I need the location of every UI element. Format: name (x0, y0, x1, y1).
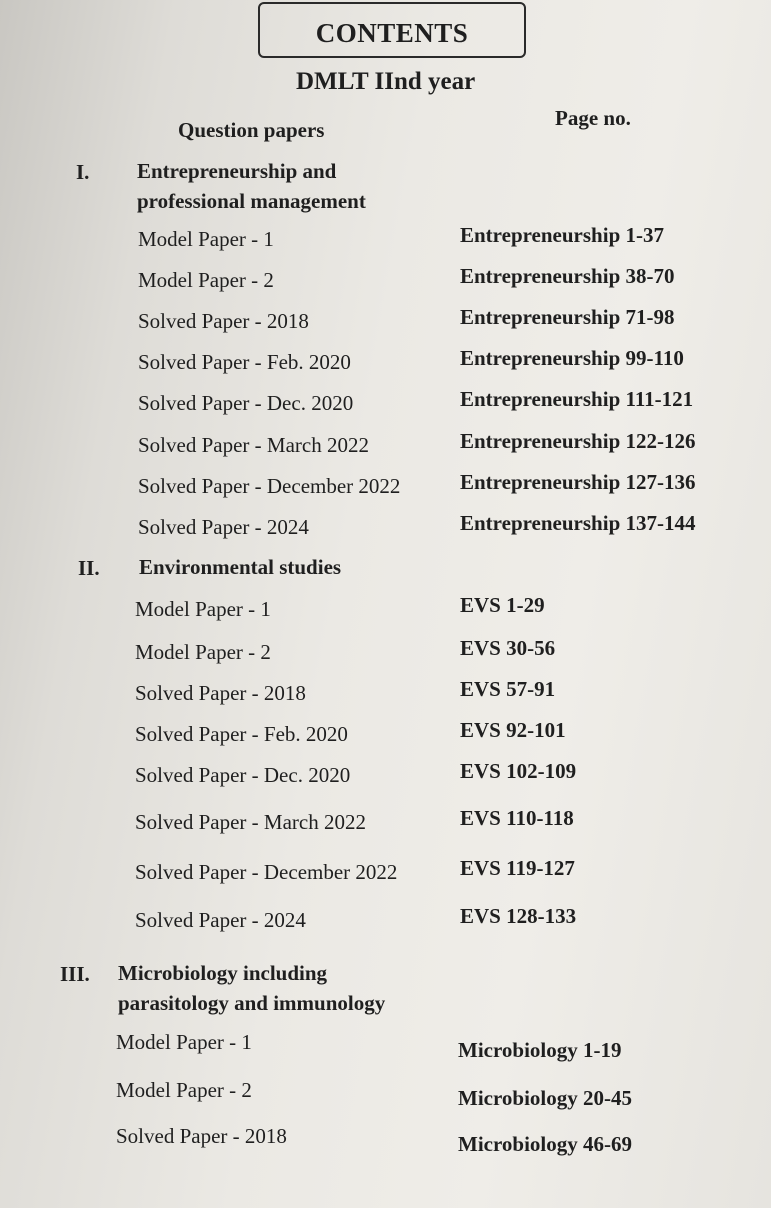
section-number: III. (60, 962, 90, 986)
paper-label: Model Paper - 1 (116, 1030, 252, 1054)
section-title (139, 552, 341, 582)
paper-label: Solved Paper - 2018 (138, 309, 309, 333)
paper-label: Model Paper - 2 (116, 1078, 252, 1102)
page-range: Entrepreneurship 127-136 (460, 470, 696, 494)
page-range: EVS 102-109 (460, 759, 577, 783)
page-range: Microbiology 20-45 (458, 1086, 633, 1110)
page-range: Entrepreneurship 111-121 (460, 387, 694, 411)
page-range: Microbiology 46-69 (458, 1132, 633, 1156)
paper-label: Model Paper - 2 (138, 268, 274, 292)
paper-label: Solved Paper - December 2022 (138, 474, 401, 498)
page-range: Entrepreneurship 122-126 (460, 429, 696, 453)
page-range: EVS 30-56 (460, 636, 556, 660)
column-header-question-papers: Question papers (178, 118, 325, 142)
page-range: EVS 57-91 (460, 677, 556, 701)
section-title (137, 156, 366, 216)
page-range: Entrepreneurship 38-70 (460, 264, 675, 288)
page-range: Microbiology 1-19 (458, 1038, 622, 1062)
section-title (118, 958, 385, 1018)
paper-label: Solved Paper - 2018 (116, 1124, 287, 1148)
section-title-line: professional management (137, 189, 366, 213)
paper-label: Model Paper - 1 (138, 227, 274, 251)
page-range: EVS 128-133 (460, 904, 577, 928)
page-range: EVS 1-29 (460, 593, 545, 617)
page-range: EVS 119-127 (460, 856, 575, 880)
document-subtitle: DMLT IInd year (296, 68, 476, 95)
contents-heading: CONTENTS (315, 18, 469, 48)
paper-label: Solved Paper - Dec. 2020 (138, 391, 354, 415)
paper-label: Solved Paper - Feb. 2020 (135, 722, 348, 746)
contents-heading-box (258, 2, 526, 58)
section-title-line: Entrepreneurship and (137, 159, 337, 183)
paper-label: Solved Paper - Dec. 2020 (135, 763, 351, 787)
page-range: Entrepreneurship 1-37 (460, 223, 664, 247)
section-number: II. (78, 556, 100, 580)
paper-label: Solved Paper - 2018 (135, 681, 306, 705)
paper-label: Solved Paper - Feb. 2020 (138, 350, 351, 374)
paper-label: Solved Paper - March 2022 (135, 810, 366, 834)
paper-label: Model Paper - 1 (135, 597, 271, 621)
page-range: Entrepreneurship 71-98 (460, 305, 675, 329)
section-title-line: parasitology and immunology (118, 991, 386, 1015)
paper-label: Model Paper - 2 (135, 640, 271, 664)
paper-label: Solved Paper - 2024 (135, 908, 306, 932)
page-range: Entrepreneurship 137-144 (460, 511, 696, 535)
page-range: Entrepreneurship 99-110 (460, 346, 684, 370)
paper-label: Solved Paper - 2024 (138, 515, 309, 539)
page-range: EVS 92-101 (460, 718, 566, 742)
section-number: I. (76, 160, 90, 184)
paper-label: Solved Paper - December 2022 (135, 860, 398, 884)
page-range: EVS 110-118 (460, 806, 574, 830)
column-header-page-no: Page no. (555, 106, 631, 130)
section-title-line: Microbiology including (118, 961, 328, 985)
paper-label: Solved Paper - March 2022 (138, 433, 369, 457)
section-title-line: Environmental studies (139, 555, 342, 579)
